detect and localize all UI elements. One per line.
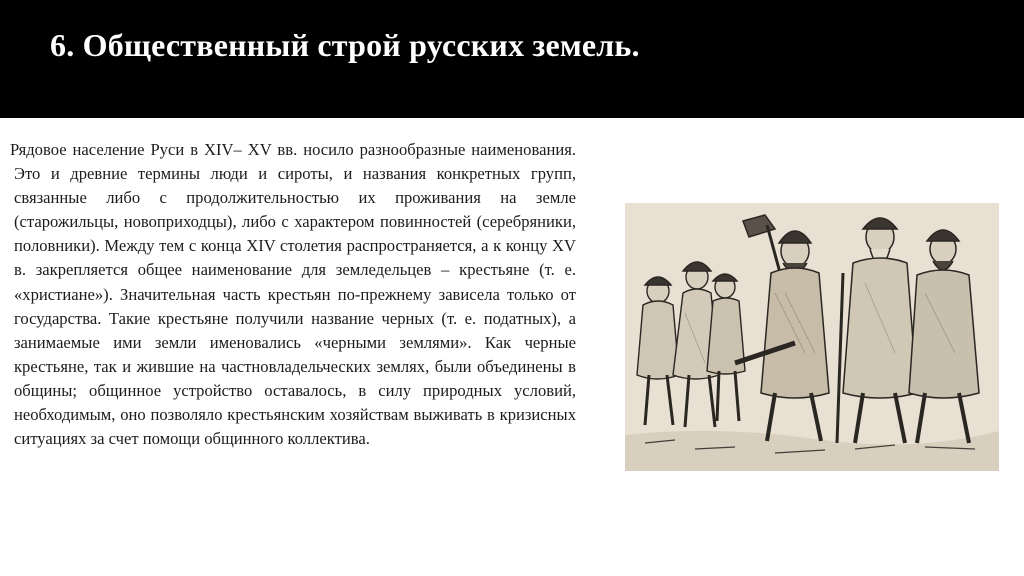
body-paragraph: Рядовое население Руси в XIV– XV вв. носило разнообразные наименования. Это и древние термины люди и сироты, и названия конкретных групп, связанные либо с продолжительностью их проживания на земле (старожильцы, новоприходцы), либо с характером повинностей (серебряники, половники). Между тем с конца XIV столетия распространяется, а к концу XV в. закрепляется общее наименование для земледельцев – крестьяне (т. е. «христиане»). Значительная часть крестьян по-прежнему зависела только от государства. Такие крестьяне получили название черных (т. е. податных), а занимаемые ими земли именовались «черными землями». Как черные крестьяне, так и жившие на частновладельческих землях, были объединены в общины; общинное устройство оставалось, в силу природных условий, необходимым, оно позволяло крестьянским хозяйствам выживать в кризисных ситуациях за счет помощи общинного коллектива. [10, 140, 576, 449]
slide-title: 6. Общественный строй русских земель. [50, 27, 640, 63]
engraving-drawing [625, 203, 999, 471]
slide-header [0, 0, 1024, 118]
slide-body [10, 138, 576, 451]
engraving-peasants-image [625, 203, 999, 471]
